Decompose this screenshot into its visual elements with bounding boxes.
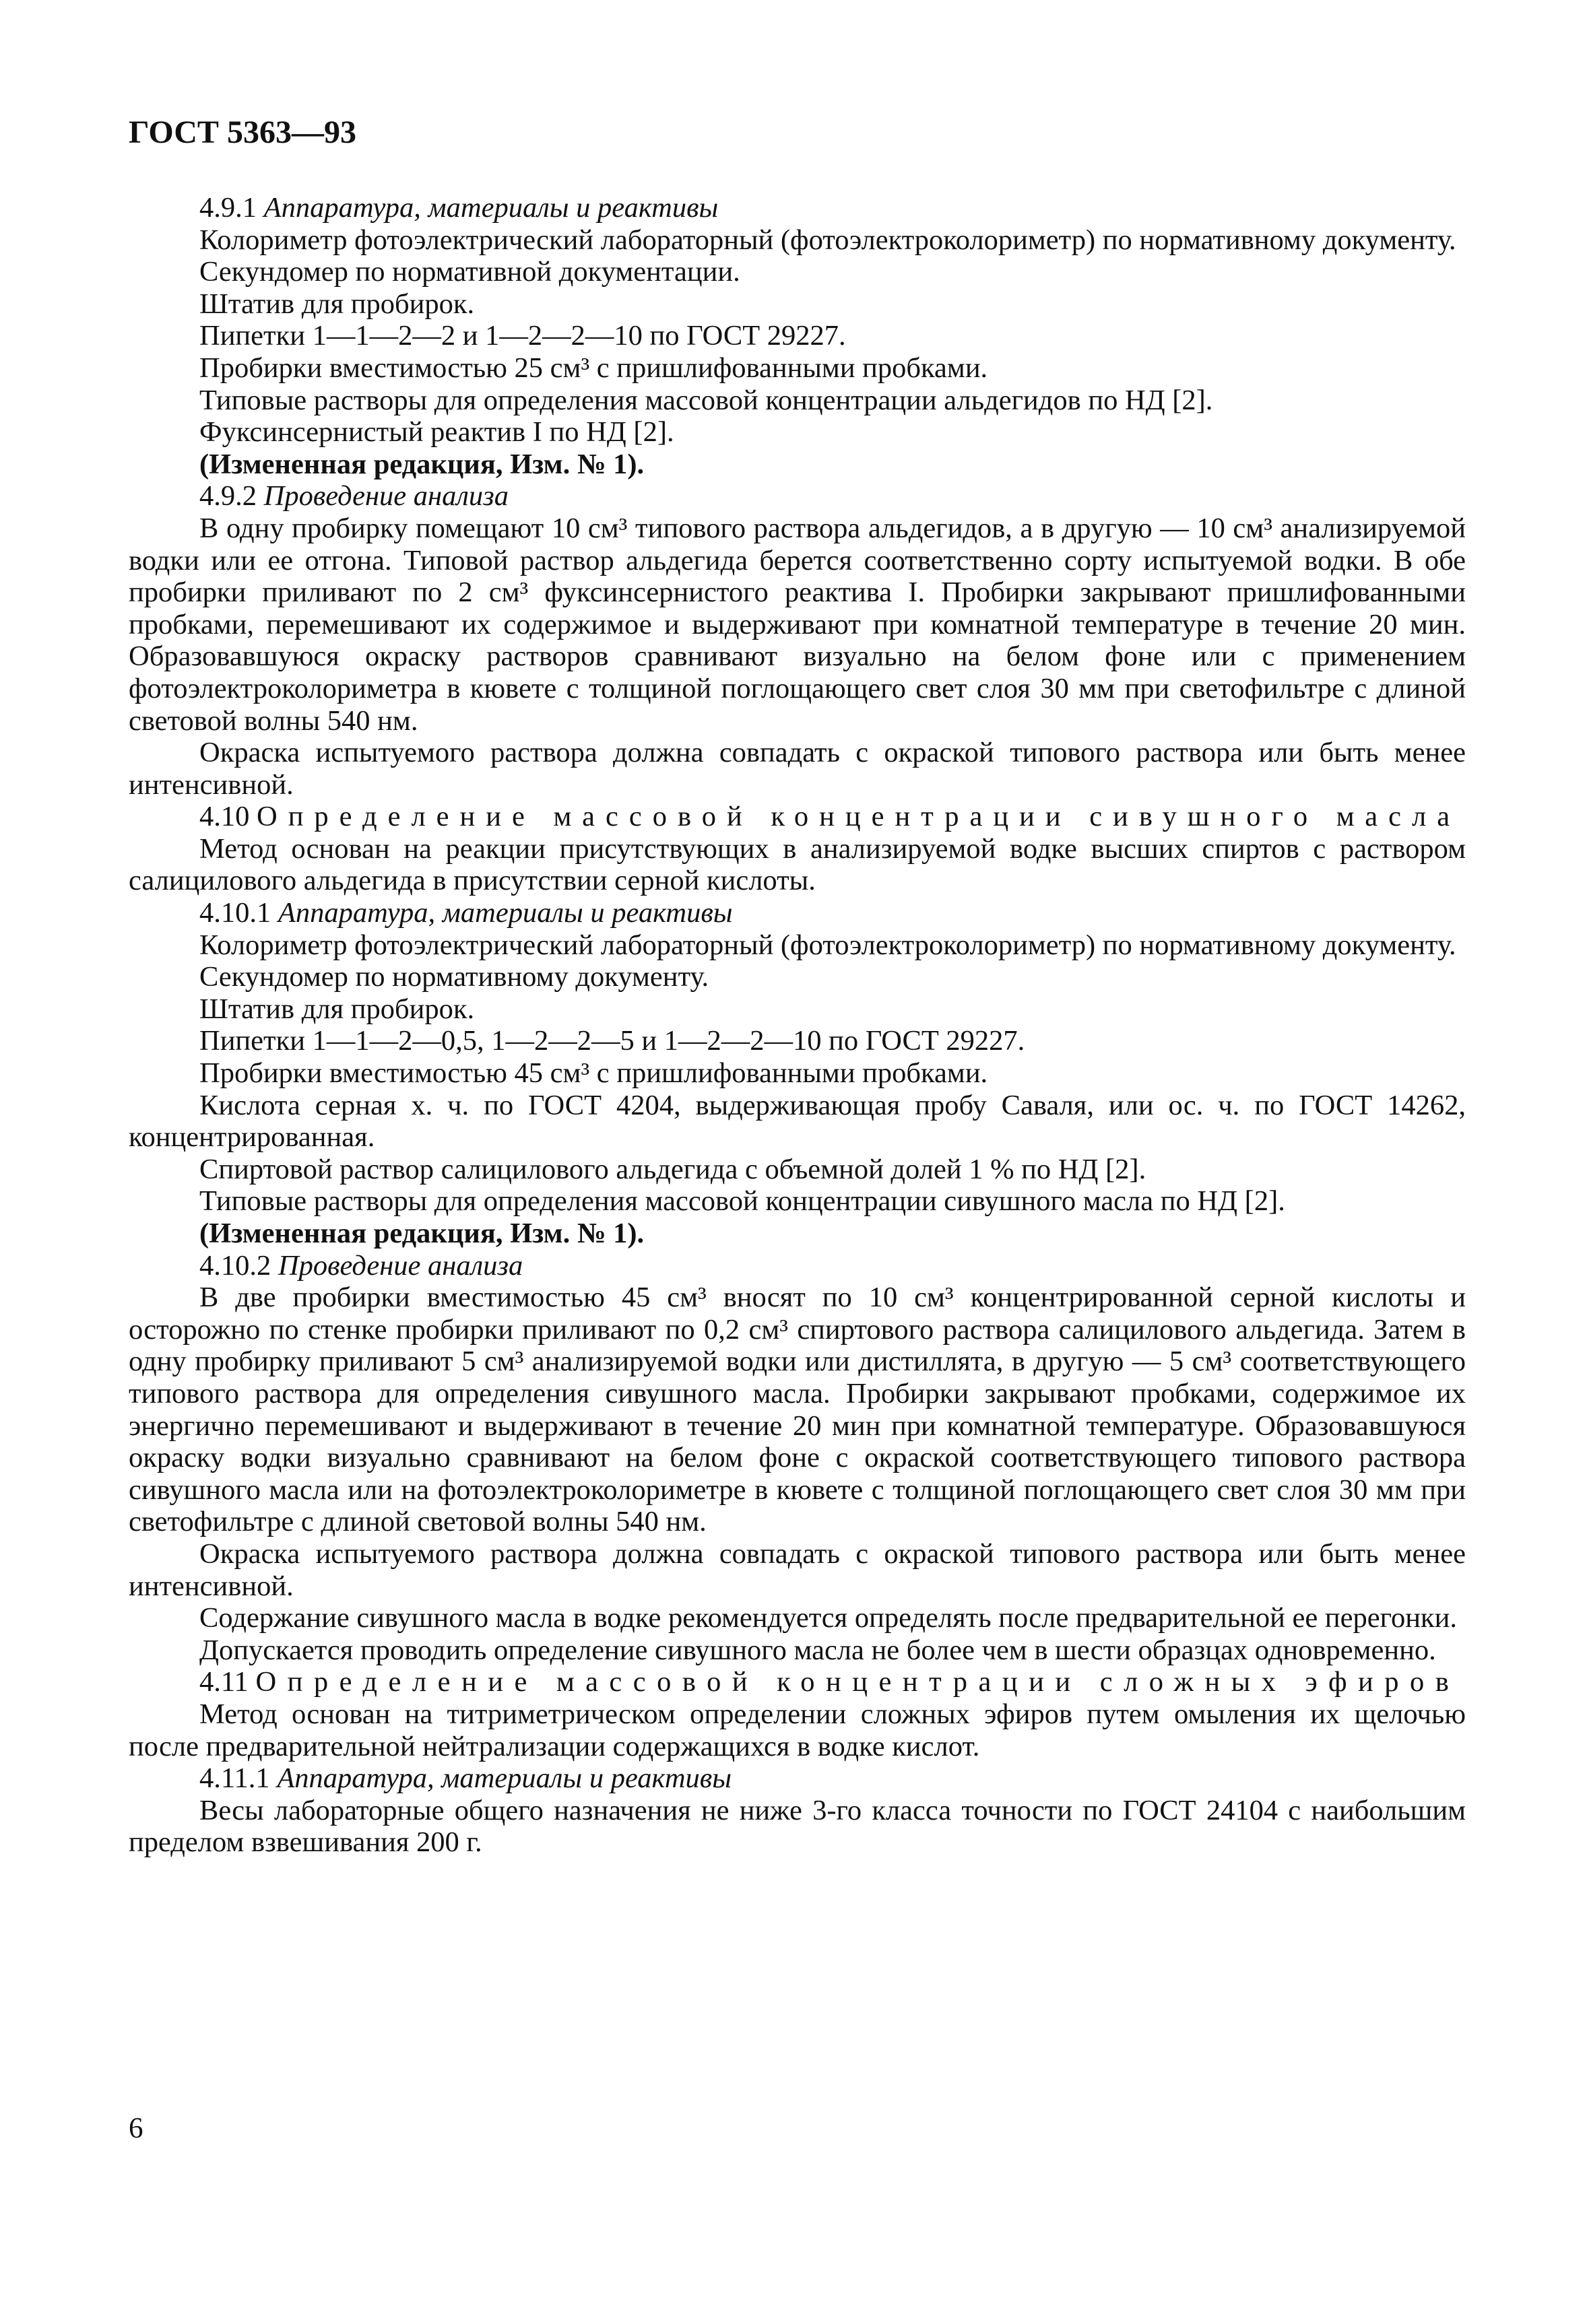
- paragraph: Допускается проводить определение сивушного масла не более чем в шести образцах одновременно.: [199, 1634, 1436, 1666]
- section-number: 4.10.1: [199, 897, 278, 929]
- paragraph: Спиртовой раствор салицилового альдегида с объемной долей 1 % по НД [2].: [199, 1153, 1146, 1185]
- section-heading: [129, 192, 1466, 224]
- amendment-note: (Измененная редакция, Изм. № 1).: [199, 1218, 645, 1249]
- paragraph: Весы лабораторные общего назначения не ниже 3-го класса точности по ГОСТ 24104 с наибольшим пределом взвешивания 200 г.: [129, 1794, 1466, 1859]
- paragraph: Колориметр фотоэлектрический лабораторный (фотоэлектроколориметр) по нормативному документу.: [199, 929, 1456, 961]
- section-heading: [129, 1762, 1466, 1795]
- paragraph: Секундомер по нормативной документации.: [199, 256, 740, 288]
- section-title: Аппаратура, материалы и реактивы: [263, 192, 719, 224]
- paragraph: Типовые растворы для определения массовой концентрации альдегидов по НД [2].: [199, 384, 1213, 416]
- section-number: 4.9.1: [199, 192, 264, 224]
- paragraph: Кислота серная х. ч. по ГОСТ 4204, выдерживающая пробу Саваля, или ос. ч. по ГОСТ 14262, концентрированная.: [129, 1089, 1466, 1154]
- section-heading: [129, 1250, 1466, 1282]
- method-heading: [129, 801, 1466, 833]
- method-title: Определение массовой концентрации сивушного масла: [257, 801, 1461, 833]
- paragraph: Содержание сивушного масла в водке рекомендуется определять после предварительной ее перегонки.: [199, 1602, 1457, 1634]
- paragraph: Пипетки 1—1—2—0,5, 1—2—2—5 и 1—2—2—10 по ГОСТ 29227.: [199, 1025, 1025, 1057]
- paragraph: Пипетки 1—1—2—2 и 1—2—2—10 по ГОСТ 29227.: [199, 320, 846, 352]
- section-heading: [129, 897, 1466, 929]
- paragraph: В две пробирки вместимостью 45 см³ вносят по 10 см³ концентрированной серной кислоты и осторожно по стенке пробирки приливают по 0,2 см³ спиртового раствора салицилового альдегида. Затем в одну пробирку приливают 5 см³ анализируемой водки или дистиллята, в другую — 5 см³ соответствующего типового раствора для определения сивушного масла. Пробирки закрывают пробками, содержимое их энергично перемешивают и выдерживают в течение 20 мин при комнатной температуре. Образовавшуюся окраску водки визуально сравнивают на белом фоне с окраской соответствующего типового раствора сивушного масла или на фотоэлектроколориметре в кювете с толщиной поглощающего свет слоя 30 мм при светофильтре с длиной световой волны 540 нм.: [129, 1282, 1466, 1538]
- page-number: 6: [129, 2113, 143, 2144]
- section-title: Аппаратура, материалы и реактивы: [277, 1762, 732, 1795]
- standard-code-header: ГОСТ 5363—93: [129, 114, 356, 150]
- paragraph: В одну пробирку помещают 10 см³ типового раствора альдегидов, а в другую — 10 см³ анализируемой водки или ее отгона. Типовой раствор альдегида берется соответственно сорту испытуемой водки. В обе пробирки приливают по 2 см³ фуксинсернистого реактива I. Пробирки закрывают пришлифованными пробками, перемешивают их содержимое и выдерживают при комнатной температуре в течение 20 мин. Образовавшуюся окраску растворов сравнивают визуально на белом фоне или с применением фотоэлектроколориметра в кювете с толщиной поглощающего свет слоя 30 мм при светофильтре с длиной световой волны 540 нм.: [129, 512, 1466, 737]
- paragraph: Фуксинсернистый реактив I по НД [2].: [199, 416, 674, 449]
- paragraph: Окраска испытуемого раствора должна совпадать с окраской типового раствора или быть менее интенсивной.: [129, 1537, 1466, 1602]
- paragraph: Метод основан на титриметрическом определении сложных эфиров путем омыления их щелочью после предварительной нейтрализации содержащихся в водке кислот.: [129, 1698, 1466, 1762]
- section-number: 4.10.2: [199, 1249, 278, 1282]
- method-number: 4.11: [199, 1666, 256, 1698]
- paragraph: Колориметр фотоэлектрический лабораторный (фотоэлектроколориметр) по нормативному документу.: [199, 224, 1456, 256]
- paragraph: Метод основан на реакции присутствующих в анализируемой водке высших спиртов с раствором салицилового альдегида в присутствии серной кислоты.: [129, 832, 1466, 897]
- paragraph: Пробирки вместимостью 45 см³ с пришлифованными пробками.: [199, 1057, 988, 1090]
- section-title: Проведение анализа: [263, 480, 509, 512]
- section-heading: [129, 480, 1466, 512]
- paragraph: Типовые растворы для определения массовой концентрации сивушного масла по НД [2].: [199, 1185, 1285, 1218]
- paragraph: Секундомер по нормативному документу.: [199, 961, 709, 993]
- amendment-note: (Измененная редакция, Изм. № 1).: [199, 448, 645, 480]
- method-title: Определение массовой концентрации сложных эфиров: [255, 1666, 1460, 1698]
- paragraph: Штатив для пробирок.: [199, 288, 475, 320]
- section-number: 4.9.2: [199, 480, 264, 512]
- section-number: 4.11.1: [199, 1762, 278, 1795]
- section-title: Аппаратура, материалы и реактивы: [278, 897, 733, 929]
- paragraph: Окраска испытуемого раствора должна совпадать с окраской типового раствора или быть менее интенсивной.: [129, 737, 1466, 801]
- method-number: 4.10: [199, 801, 257, 833]
- paragraph: Штатив для пробирок.: [199, 993, 475, 1025]
- document-body: [129, 192, 1466, 1859]
- section-title: Проведение анализа: [278, 1249, 523, 1282]
- paragraph: Пробирки вместимостью 25 см³ с пришлифованными пробками.: [199, 352, 988, 384]
- method-heading: [129, 1666, 1466, 1698]
